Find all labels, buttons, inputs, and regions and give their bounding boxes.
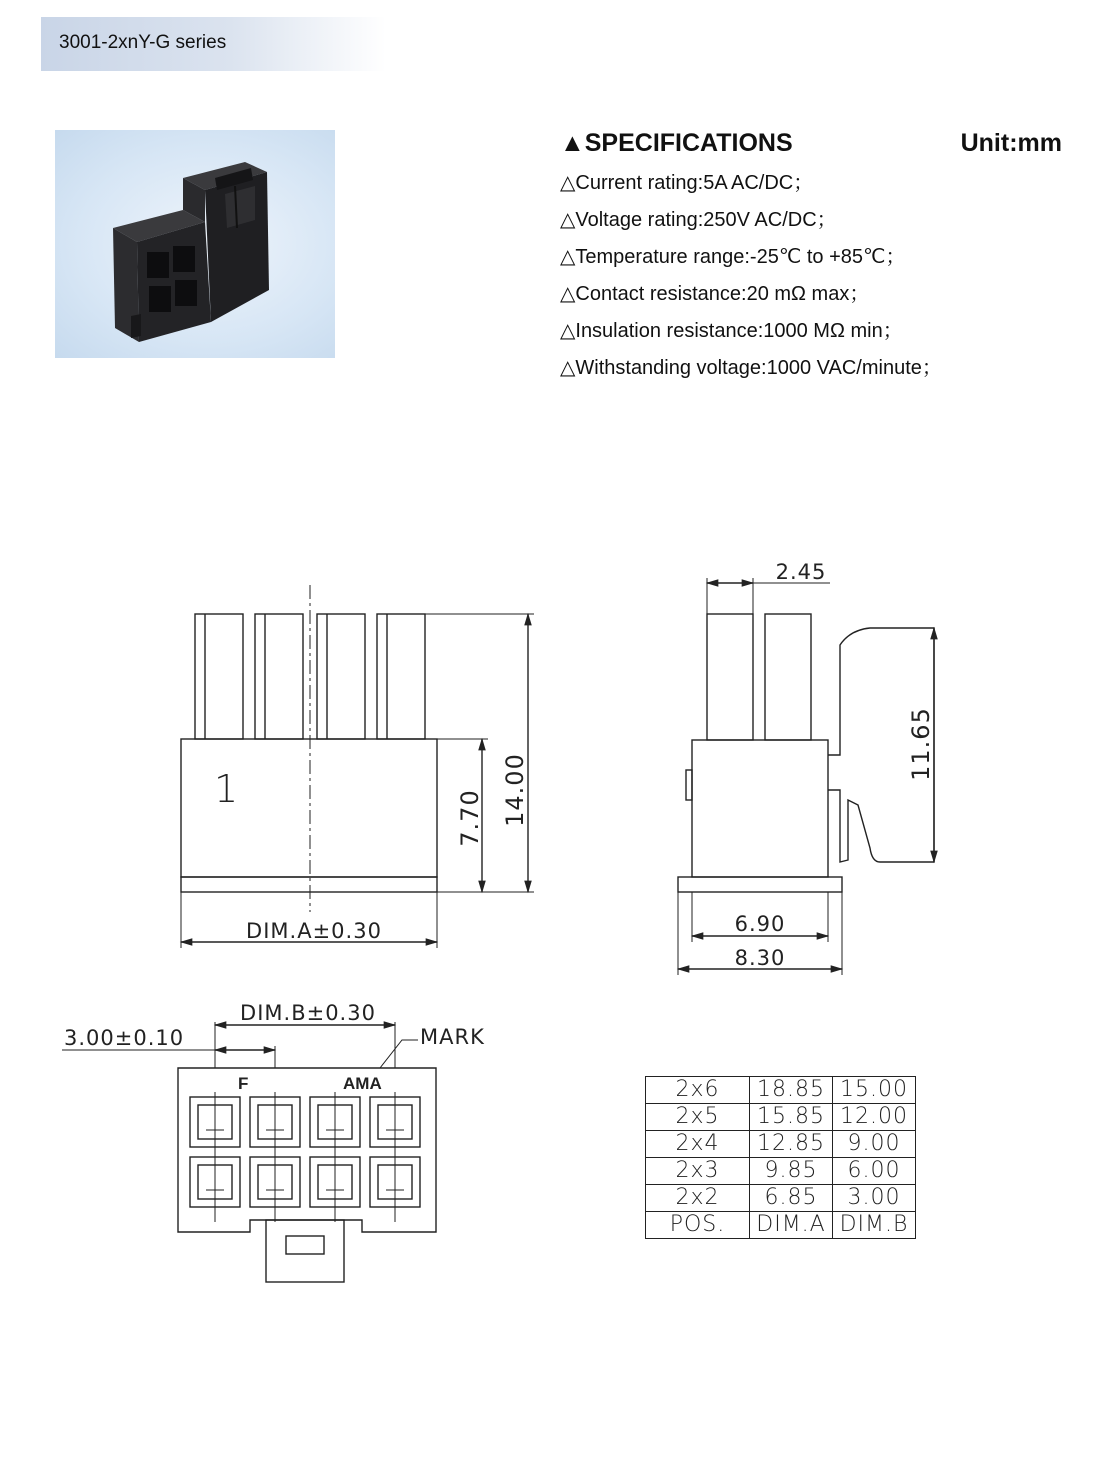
mark-label: MARK	[420, 1025, 485, 1049]
table-row	[646, 1077, 916, 1104]
dim-b-width: DIM.B±0.30	[240, 1001, 376, 1025]
table-cell-pos: 2x6	[646, 1077, 750, 1104]
table-cell-pos: 2x4	[646, 1131, 750, 1158]
spec-temperature-range: △Temperature range:-25℃ to +85℃；	[560, 246, 906, 268]
table-cell-dim-b: 15.00	[833, 1077, 916, 1104]
table-cell-dim-b: 9.00	[833, 1131, 916, 1158]
table-cell-dim-a: 12.85	[750, 1131, 833, 1158]
table-header-row	[646, 1212, 916, 1239]
side-view	[678, 578, 934, 975]
cavity-row-bottom	[190, 1157, 420, 1207]
table-header-dim-a: DIM.A	[750, 1212, 833, 1239]
dim-inner-width: 6.90	[734, 912, 786, 936]
series-label: 3001-2xnY-G series	[59, 32, 227, 53]
pin-one-mark: 1	[214, 767, 240, 811]
spec-contact-resistance: △Contact resistance:20 mΩ max；	[560, 283, 870, 305]
dim-outer-width: 8.30	[734, 946, 786, 970]
table-row	[646, 1158, 916, 1185]
table-header-pos: POS.	[646, 1212, 750, 1239]
dimension-table	[645, 1076, 916, 1239]
table-cell-dim-a: 9.85	[750, 1158, 833, 1185]
pin-letter: F	[238, 1074, 249, 1093]
table-row	[646, 1104, 916, 1131]
bottom-view	[62, 1022, 436, 1282]
dim-pitch-tolerance: 3.00±0.10	[64, 1026, 185, 1050]
cavity-row-top	[190, 1097, 420, 1147]
dim-a-width: DIM.A±0.30	[246, 919, 382, 943]
table-row	[646, 1131, 916, 1158]
spec-withstanding-voltage: △Withstanding voltage:1000 VAC/minute；	[560, 357, 942, 379]
table-cell-dim-b: 3.00	[833, 1185, 916, 1212]
table-cell-dim-a: 15.85	[750, 1104, 833, 1131]
dim-body-height: 7.70	[456, 789, 484, 847]
table-cell-dim-b: 6.00	[833, 1158, 916, 1185]
dim-latch-height: 11.65	[907, 707, 935, 781]
spec-insulation-resistance: △Insulation resistance:1000 MΩ min；	[560, 320, 903, 342]
spec-voltage-rating: △Voltage rating:250V AC/DC；	[560, 209, 837, 231]
spec-unit: Unit:mm	[960, 129, 1062, 157]
brand-logo-text: AMA	[343, 1074, 382, 1093]
dim-total-height: 14.00	[501, 753, 529, 827]
table-row	[646, 1185, 916, 1212]
table-cell-dim-a: 6.85	[750, 1185, 833, 1212]
table-cell-pos: 2x5	[646, 1104, 750, 1131]
table-cell-pos: 2x2	[646, 1185, 750, 1212]
table-cell-dim-a: 18.85	[750, 1077, 833, 1104]
spec-title: ▲SPECIFICATIONS	[560, 129, 793, 157]
table-cell-pos: 2x3	[646, 1158, 750, 1185]
spec-current-rating: △Current rating:5A AC/DC；	[560, 172, 814, 194]
dim-pitch: 2.45	[775, 560, 827, 584]
table-header-dim-b: DIM.B	[833, 1212, 916, 1239]
table-cell-dim-b: 12.00	[833, 1104, 916, 1131]
